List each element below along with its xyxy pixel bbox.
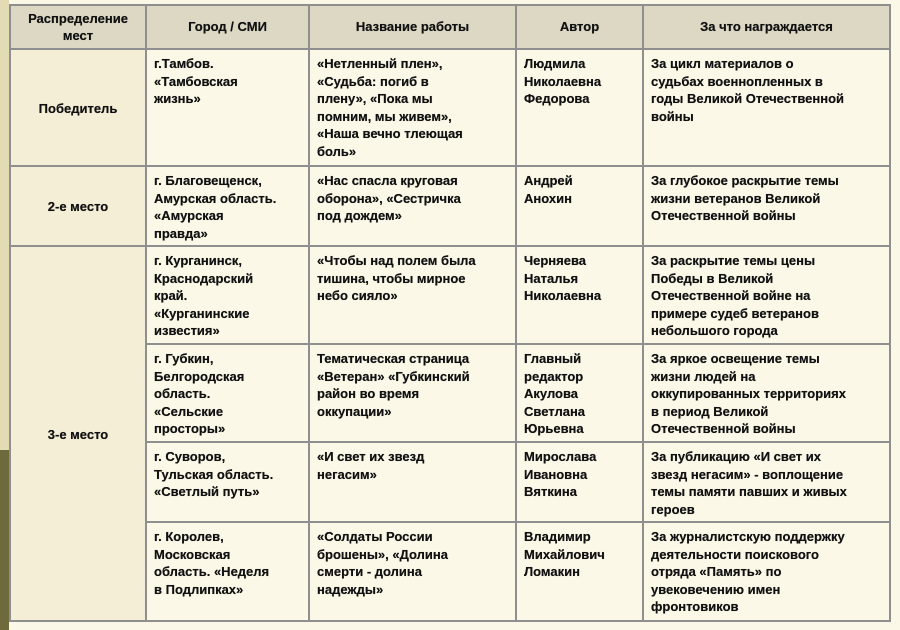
city-cell: г.Тамбов. «Тамбовская жизнь» <box>146 49 309 166</box>
work-cell: «Чтобы над полем была тишина, чтобы мирное небо сияло» <box>309 246 516 344</box>
table-row <box>10 49 890 166</box>
place-first: Победитель <box>10 49 146 166</box>
reason-cell: За журналистскую поддержку деятельности поискового отряда «Память» по увековечению имен фронтовиков <box>643 522 890 621</box>
author-cell: Мирослава Ивановна Вяткина <box>516 442 643 522</box>
header-work-title: Название работы <box>309 5 516 49</box>
author-cell: Людмила Николаевна Федорова <box>516 49 643 166</box>
reason-cell: За глубокое раскрытие темы жизни ветеранов Великой Отечественной войны <box>643 166 890 246</box>
city-cell: г. Курганинск, Краснодарский край. «Курганинские известия» <box>146 246 309 344</box>
city-cell: г. Королев, Московская область. «Неделя в Подлипках» <box>146 522 309 621</box>
place-third: 3-е место <box>10 246 146 621</box>
left-decor-strip <box>0 0 9 450</box>
work-cell: Тематическая страница «Ветеран» «Губкинский район во время оккупации» <box>309 344 516 442</box>
city-cell: г. Суворов, Тульская область. «Светлый путь» <box>146 442 309 522</box>
table-row <box>10 246 890 344</box>
table-header <box>10 5 890 49</box>
place-second: 2-е место <box>10 166 146 246</box>
left-decor-dark-strip <box>0 450 9 630</box>
work-cell: «Нетленный плен», «Судьба: погиб в плену», «Пока мы помним, мы живем», «Наша вечно тлеющая боль» <box>309 49 516 166</box>
header-place: Распределение мест <box>10 5 146 49</box>
reason-cell: За яркое освещение темы жизни людей на оккупированных территориях в период Великой Отечественной войны <box>643 344 890 442</box>
header-row <box>10 5 890 49</box>
author-cell: Владимир Михайлович Ломакин <box>516 522 643 621</box>
work-cell: «Солдаты России брошены», «Долина смерти - долина надежды» <box>309 522 516 621</box>
author-cell: Черняева Наталья Николаевна <box>516 246 643 344</box>
reason-cell: За публикацию «И свет их звезд негасим» - воплощение темы памяти павших и живых героев <box>643 442 890 522</box>
header-reason: За что награждается <box>643 5 890 49</box>
table-row <box>10 166 890 246</box>
work-cell: «И свет их звезд негасим» <box>309 442 516 522</box>
table-body <box>10 49 890 621</box>
header-author: Автор <box>516 5 643 49</box>
city-cell: г. Губкин, Белгородская область. «Сельские просторы» <box>146 344 309 442</box>
awards-table <box>9 4 891 622</box>
header-city-media: Город / СМИ <box>146 5 309 49</box>
author-cell: Андрей Анохин <box>516 166 643 246</box>
reason-cell: За цикл материалов о судьбах военнопленных в годы Великой Отечественной войны <box>643 49 890 166</box>
reason-cell: За раскрытие темы цены Победы в Великой Отечественной войне на примере судеб ветеранов небольшого города <box>643 246 890 344</box>
work-cell: «Нас спасла круговая оборона», «Сестричка под дождем» <box>309 166 516 246</box>
author-cell: Главный редактор Акулова Светлана Юрьевна <box>516 344 643 442</box>
city-cell: г. Благовещенск, Амурская область. «Амурская правда» <box>146 166 309 246</box>
